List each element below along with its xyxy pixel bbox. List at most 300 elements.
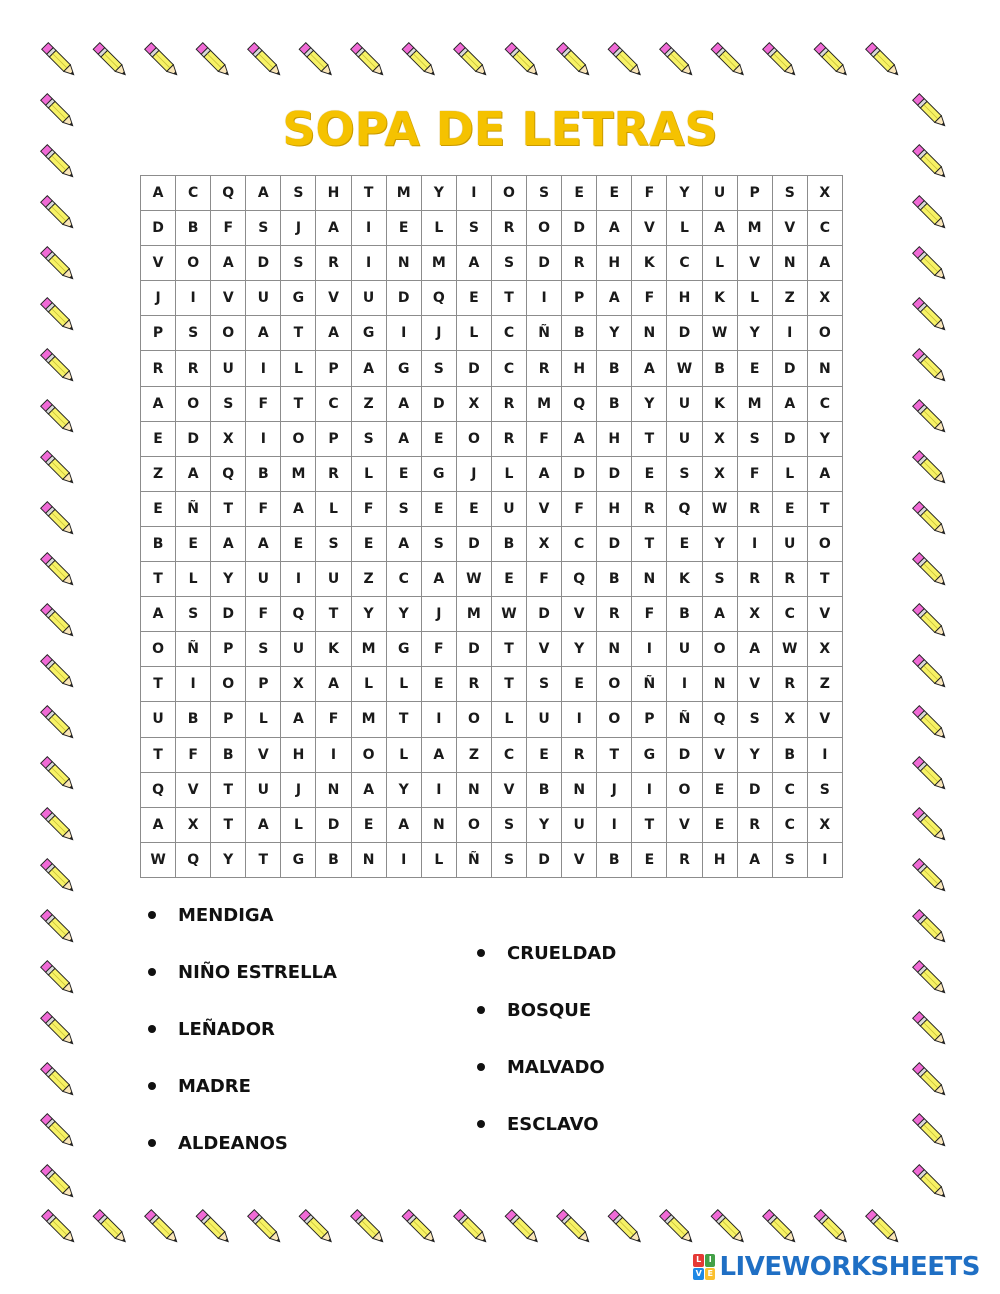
grid-cell[interactable]: A — [246, 316, 281, 351]
grid-cell[interactable]: W — [702, 316, 737, 351]
grid-cell[interactable]: L — [316, 491, 351, 526]
grid-cell[interactable]: U — [246, 772, 281, 807]
grid-cell[interactable]: U — [667, 632, 702, 667]
grid-cell[interactable]: P — [246, 667, 281, 702]
grid-cell[interactable]: O — [597, 702, 632, 737]
grid-cell[interactable]: M — [386, 176, 421, 211]
grid-cell[interactable]: Y — [737, 316, 772, 351]
grid-cell[interactable]: K — [667, 562, 702, 597]
grid-cell[interactable]: I — [772, 316, 807, 351]
grid-cell[interactable]: D — [737, 772, 772, 807]
grid-cell[interactable]: R — [491, 211, 526, 246]
grid-cell[interactable]: R — [737, 562, 772, 597]
grid-cell[interactable]: I — [246, 421, 281, 456]
grid-cell[interactable]: U — [281, 632, 316, 667]
grid-cell[interactable]: X — [702, 456, 737, 491]
grid-cell[interactable]: I — [807, 737, 842, 772]
grid-cell[interactable]: T — [141, 737, 176, 772]
grid-cell[interactable]: A — [141, 386, 176, 421]
grid-cell[interactable]: J — [281, 772, 316, 807]
grid-cell[interactable]: R — [772, 562, 807, 597]
grid-cell[interactable]: Q — [667, 491, 702, 526]
grid-cell[interactable]: O — [211, 316, 246, 351]
grid-cell[interactable]: Z — [456, 737, 491, 772]
grid-cell[interactable]: F — [246, 386, 281, 421]
grid-cell[interactable]: C — [772, 807, 807, 842]
grid-cell[interactable]: R — [527, 351, 562, 386]
grid-cell[interactable]: T — [807, 562, 842, 597]
grid-cell[interactable]: A — [386, 807, 421, 842]
grid-cell[interactable]: T — [316, 597, 351, 632]
grid-cell[interactable]: Y — [527, 807, 562, 842]
grid-cell[interactable]: H — [667, 281, 702, 316]
grid-cell[interactable]: N — [772, 246, 807, 281]
grid-cell[interactable]: L — [737, 281, 772, 316]
grid-cell[interactable]: O — [667, 772, 702, 807]
grid-cell[interactable]: F — [632, 597, 667, 632]
grid-cell[interactable]: N — [632, 562, 667, 597]
grid-cell[interactable]: S — [491, 842, 526, 877]
grid-cell[interactable]: A — [421, 562, 456, 597]
grid-cell[interactable]: Q — [562, 562, 597, 597]
grid-cell[interactable]: Q — [176, 842, 211, 877]
grid-cell[interactable]: H — [281, 737, 316, 772]
grid-cell[interactable]: L — [281, 351, 316, 386]
grid-cell[interactable]: T — [281, 386, 316, 421]
grid-cell[interactable]: B — [667, 597, 702, 632]
grid-cell[interactable]: U — [562, 807, 597, 842]
grid-cell[interactable]: D — [772, 421, 807, 456]
grid-cell[interactable]: N — [351, 842, 386, 877]
grid-cell[interactable]: I — [176, 281, 211, 316]
grid-cell[interactable]: L — [386, 667, 421, 702]
grid-cell[interactable]: F — [562, 491, 597, 526]
grid-cell[interactable]: L — [421, 842, 456, 877]
grid-cell[interactable]: U — [527, 702, 562, 737]
grid-cell[interactable]: R — [772, 667, 807, 702]
grid-cell[interactable]: K — [702, 281, 737, 316]
grid-cell[interactable]: C — [491, 316, 526, 351]
grid-cell[interactable]: I — [807, 842, 842, 877]
grid-cell[interactable]: D — [211, 597, 246, 632]
grid-cell[interactable]: V — [737, 246, 772, 281]
grid-cell[interactable]: I — [632, 772, 667, 807]
grid-cell[interactable]: B — [562, 316, 597, 351]
grid-cell[interactable]: R — [667, 842, 702, 877]
grid-cell[interactable]: M — [737, 386, 772, 421]
grid-cell[interactable]: S — [211, 386, 246, 421]
grid-cell[interactable]: K — [702, 386, 737, 421]
grid-cell[interactable]: C — [316, 386, 351, 421]
grid-cell[interactable]: C — [772, 597, 807, 632]
grid-cell[interactable]: P — [562, 281, 597, 316]
grid-cell[interactable]: P — [632, 702, 667, 737]
grid-cell[interactable]: X — [807, 176, 842, 211]
grid-cell[interactable]: O — [456, 702, 491, 737]
grid-cell[interactable]: O — [807, 316, 842, 351]
grid-cell[interactable]: D — [667, 316, 702, 351]
grid-cell[interactable]: A — [597, 211, 632, 246]
grid-cell[interactable]: A — [316, 211, 351, 246]
grid-cell[interactable]: G — [386, 632, 421, 667]
grid-cell[interactable]: Y — [597, 316, 632, 351]
grid-cell[interactable]: I — [246, 351, 281, 386]
grid-cell[interactable]: P — [316, 421, 351, 456]
grid-cell[interactable]: U — [667, 386, 702, 421]
grid-cell[interactable]: D — [456, 351, 491, 386]
grid-cell[interactable]: F — [527, 421, 562, 456]
grid-cell[interactable]: D — [246, 246, 281, 281]
grid-cell[interactable]: A — [281, 491, 316, 526]
grid-cell[interactable]: F — [351, 491, 386, 526]
grid-cell[interactable]: T — [491, 667, 526, 702]
grid-cell[interactable]: S — [316, 526, 351, 561]
grid-cell[interactable]: F — [737, 456, 772, 491]
grid-cell[interactable]: C — [807, 386, 842, 421]
grid-cell[interactable]: M — [737, 211, 772, 246]
grid-cell[interactable]: T — [632, 807, 667, 842]
grid-cell[interactable]: S — [667, 456, 702, 491]
grid-cell[interactable]: G — [281, 842, 316, 877]
grid-cell[interactable]: H — [702, 842, 737, 877]
grid-cell[interactable]: F — [632, 281, 667, 316]
grid-cell[interactable]: F — [246, 597, 281, 632]
grid-cell[interactable]: A — [632, 351, 667, 386]
grid-cell[interactable]: O — [211, 667, 246, 702]
grid-cell[interactable]: B — [772, 737, 807, 772]
grid-cell[interactable]: T — [491, 632, 526, 667]
grid-cell[interactable]: O — [351, 737, 386, 772]
grid-cell[interactable]: E — [562, 176, 597, 211]
grid-cell[interactable]: Y — [386, 597, 421, 632]
grid-cell[interactable]: T — [211, 772, 246, 807]
grid-cell[interactable]: A — [807, 246, 842, 281]
grid-cell[interactable]: I — [527, 281, 562, 316]
grid-cell[interactable]: Ñ — [176, 632, 211, 667]
grid-cell[interactable]: S — [281, 176, 316, 211]
grid-cell[interactable]: T — [211, 807, 246, 842]
grid-cell[interactable]: C — [772, 772, 807, 807]
grid-cell[interactable]: E — [386, 456, 421, 491]
grid-cell[interactable]: T — [632, 421, 667, 456]
grid-cell[interactable]: A — [281, 702, 316, 737]
grid-cell[interactable]: Y — [351, 597, 386, 632]
grid-cell[interactable]: P — [211, 632, 246, 667]
grid-cell[interactable]: C — [562, 526, 597, 561]
grid-cell[interactable]: V — [562, 842, 597, 877]
grid-cell[interactable]: L — [176, 562, 211, 597]
grid-cell[interactable]: O — [807, 526, 842, 561]
grid-cell[interactable]: L — [702, 246, 737, 281]
grid-cell[interactable]: M — [281, 456, 316, 491]
grid-cell[interactable]: X — [281, 667, 316, 702]
grid-cell[interactable]: D — [421, 386, 456, 421]
grid-cell[interactable]: Ñ — [527, 316, 562, 351]
grid-cell[interactable]: I — [351, 246, 386, 281]
grid-cell[interactable]: X — [456, 386, 491, 421]
grid-cell[interactable]: B — [597, 351, 632, 386]
grid-cell[interactable]: R — [316, 246, 351, 281]
grid-cell[interactable]: D — [597, 456, 632, 491]
grid-cell[interactable]: R — [456, 667, 491, 702]
grid-cell[interactable]: Z — [141, 456, 176, 491]
grid-cell[interactable]: R — [737, 807, 772, 842]
grid-cell[interactable]: G — [421, 456, 456, 491]
grid-cell[interactable]: R — [176, 351, 211, 386]
grid-cell[interactable]: R — [562, 737, 597, 772]
grid-cell[interactable]: A — [141, 176, 176, 211]
grid-cell[interactable]: Y — [807, 421, 842, 456]
grid-cell[interactable]: Z — [351, 386, 386, 421]
grid-cell[interactable]: X — [702, 421, 737, 456]
grid-cell[interactable]: A — [351, 351, 386, 386]
grid-cell[interactable]: A — [421, 737, 456, 772]
grid-cell[interactable]: A — [527, 456, 562, 491]
grid-cell[interactable]: K — [632, 246, 667, 281]
grid-cell[interactable]: A — [316, 667, 351, 702]
grid-cell[interactable]: E — [597, 176, 632, 211]
grid-cell[interactable]: J — [281, 211, 316, 246]
grid-cell[interactable]: S — [421, 526, 456, 561]
grid-cell[interactable]: H — [597, 491, 632, 526]
grid-cell[interactable]: Y — [737, 737, 772, 772]
grid-cell[interactable]: V — [667, 807, 702, 842]
grid-cell[interactable]: U — [246, 562, 281, 597]
grid-cell[interactable]: A — [211, 526, 246, 561]
grid-cell[interactable]: F — [316, 702, 351, 737]
grid-cell[interactable]: Q — [702, 702, 737, 737]
grid-cell[interactable]: V — [737, 667, 772, 702]
grid-cell[interactable]: E — [702, 772, 737, 807]
grid-cell[interactable]: B — [246, 456, 281, 491]
grid-cell[interactable]: B — [211, 737, 246, 772]
grid-cell[interactable]: S — [456, 211, 491, 246]
grid-cell[interactable]: I — [316, 737, 351, 772]
grid-cell[interactable]: Y — [386, 772, 421, 807]
grid-cell[interactable]: Y — [421, 176, 456, 211]
grid-cell[interactable]: E — [386, 211, 421, 246]
grid-cell[interactable]: U — [141, 702, 176, 737]
grid-cell[interactable]: T — [386, 702, 421, 737]
grid-cell[interactable]: O — [456, 807, 491, 842]
grid-cell[interactable]: Ñ — [667, 702, 702, 737]
grid-cell[interactable]: W — [456, 562, 491, 597]
grid-cell[interactable]: J — [421, 316, 456, 351]
grid-cell[interactable]: W — [702, 491, 737, 526]
grid-cell[interactable]: T — [281, 316, 316, 351]
grid-cell[interactable]: G — [386, 351, 421, 386]
grid-cell[interactable]: I — [386, 842, 421, 877]
grid-cell[interactable]: Y — [632, 386, 667, 421]
grid-cell[interactable]: P — [141, 316, 176, 351]
grid-cell[interactable]: E — [351, 807, 386, 842]
grid-cell[interactable]: B — [597, 386, 632, 421]
grid-cell[interactable]: I — [281, 562, 316, 597]
grid-cell[interactable]: A — [386, 526, 421, 561]
grid-cell[interactable]: E — [141, 491, 176, 526]
grid-cell[interactable]: I — [562, 702, 597, 737]
grid-cell[interactable]: W — [491, 597, 526, 632]
grid-cell[interactable]: B — [141, 526, 176, 561]
grid-cell[interactable]: E — [632, 456, 667, 491]
grid-cell[interactable]: D — [562, 456, 597, 491]
grid-cell[interactable]: S — [772, 176, 807, 211]
grid-cell[interactable]: A — [141, 597, 176, 632]
grid-cell[interactable]: M — [351, 632, 386, 667]
grid-cell[interactable]: E — [176, 526, 211, 561]
grid-cell[interactable]: I — [597, 807, 632, 842]
grid-cell[interactable]: D — [141, 211, 176, 246]
grid-cell[interactable]: V — [211, 281, 246, 316]
grid-cell[interactable]: T — [351, 176, 386, 211]
grid-cell[interactable]: U — [316, 562, 351, 597]
grid-cell[interactable]: U — [246, 281, 281, 316]
grid-cell[interactable]: A — [737, 632, 772, 667]
grid-cell[interactable]: S — [281, 246, 316, 281]
grid-cell[interactable]: V — [176, 772, 211, 807]
grid-cell[interactable]: X — [807, 807, 842, 842]
grid-cell[interactable]: U — [351, 281, 386, 316]
grid-cell[interactable]: N — [421, 807, 456, 842]
grid-cell[interactable]: I — [176, 667, 211, 702]
grid-cell[interactable]: I — [421, 702, 456, 737]
grid-cell[interactable]: R — [737, 491, 772, 526]
grid-cell[interactable]: E — [702, 807, 737, 842]
grid-cell[interactable]: E — [527, 737, 562, 772]
grid-cell[interactable]: F — [632, 176, 667, 211]
grid-cell[interactable]: O — [176, 246, 211, 281]
grid-cell[interactable]: L — [772, 456, 807, 491]
grid-cell[interactable]: I — [667, 667, 702, 702]
grid-cell[interactable]: E — [421, 421, 456, 456]
grid-cell[interactable]: Ñ — [632, 667, 667, 702]
grid-cell[interactable]: T — [597, 737, 632, 772]
grid-cell[interactable]: F — [246, 491, 281, 526]
grid-cell[interactable]: S — [246, 211, 281, 246]
grid-cell[interactable]: O — [702, 632, 737, 667]
grid-cell[interactable]: C — [491, 737, 526, 772]
grid-cell[interactable]: A — [456, 246, 491, 281]
grid-cell[interactable]: P — [316, 351, 351, 386]
grid-cell[interactable]: A — [702, 211, 737, 246]
grid-cell[interactable]: V — [632, 211, 667, 246]
grid-cell[interactable]: R — [316, 456, 351, 491]
grid-cell[interactable]: S — [527, 667, 562, 702]
grid-cell[interactable]: Q — [211, 176, 246, 211]
grid-cell[interactable]: S — [246, 632, 281, 667]
grid-cell[interactable]: S — [351, 421, 386, 456]
grid-cell[interactable]: Q — [421, 281, 456, 316]
grid-cell[interactable]: N — [456, 772, 491, 807]
grid-cell[interactable]: J — [141, 281, 176, 316]
grid-cell[interactable]: A — [772, 386, 807, 421]
grid-cell[interactable]: T — [491, 281, 526, 316]
grid-cell[interactable]: S — [527, 176, 562, 211]
grid-cell[interactable]: X — [176, 807, 211, 842]
grid-cell[interactable]: Q — [562, 386, 597, 421]
grid-cell[interactable]: E — [491, 562, 526, 597]
grid-cell[interactable]: U — [702, 176, 737, 211]
grid-cell[interactable]: B — [176, 211, 211, 246]
grid-cell[interactable]: I — [632, 632, 667, 667]
grid-cell[interactable]: S — [807, 772, 842, 807]
grid-cell[interactable]: D — [316, 807, 351, 842]
liveworksheets-brand[interactable] — [693, 1252, 980, 1282]
grid-cell[interactable]: U — [491, 491, 526, 526]
grid-cell[interactable]: D — [667, 737, 702, 772]
grid-cell[interactable]: E — [421, 667, 456, 702]
grid-cell[interactable]: X — [737, 597, 772, 632]
grid-cell[interactable]: H — [597, 246, 632, 281]
grid-cell[interactable]: L — [386, 737, 421, 772]
grid-cell[interactable]: A — [141, 807, 176, 842]
grid-cell[interactable]: N — [702, 667, 737, 702]
grid-cell[interactable]: Q — [281, 597, 316, 632]
grid-cell[interactable]: E — [421, 491, 456, 526]
grid-cell[interactable]: S — [176, 597, 211, 632]
grid-cell[interactable]: B — [597, 842, 632, 877]
grid-cell[interactable]: A — [597, 281, 632, 316]
grid-cell[interactable]: L — [351, 456, 386, 491]
grid-cell[interactable]: S — [702, 562, 737, 597]
grid-cell[interactable]: C — [491, 351, 526, 386]
grid-cell[interactable]: A — [386, 386, 421, 421]
grid-cell[interactable]: U — [772, 526, 807, 561]
grid-cell[interactable]: C — [386, 562, 421, 597]
grid-cell[interactable]: B — [527, 772, 562, 807]
grid-cell[interactable]: R — [491, 386, 526, 421]
grid-cell[interactable]: Ñ — [456, 842, 491, 877]
grid-cell[interactable]: E — [562, 667, 597, 702]
grid-cell[interactable]: D — [456, 632, 491, 667]
grid-cell[interactable]: L — [246, 702, 281, 737]
grid-cell[interactable]: I — [456, 176, 491, 211]
grid-cell[interactable]: V — [702, 737, 737, 772]
grid-cell[interactable]: E — [772, 491, 807, 526]
grid-cell[interactable]: O — [527, 211, 562, 246]
grid-cell[interactable]: D — [527, 597, 562, 632]
grid-cell[interactable]: O — [281, 421, 316, 456]
grid-cell[interactable]: Y — [702, 526, 737, 561]
grid-cell[interactable]: R — [491, 421, 526, 456]
grid-cell[interactable]: S — [491, 246, 526, 281]
grid-cell[interactable]: P — [737, 176, 772, 211]
grid-cell[interactable]: E — [456, 281, 491, 316]
grid-cell[interactable]: S — [491, 807, 526, 842]
grid-cell[interactable]: X — [211, 421, 246, 456]
grid-cell[interactable]: V — [562, 597, 597, 632]
grid-cell[interactable]: O — [141, 632, 176, 667]
grid-cell[interactable]: T — [246, 842, 281, 877]
grid-cell[interactable]: V — [316, 281, 351, 316]
grid-cell[interactable]: U — [211, 351, 246, 386]
grid-cell[interactable]: Y — [211, 842, 246, 877]
grid-cell[interactable]: Y — [667, 176, 702, 211]
grid-cell[interactable]: I — [737, 526, 772, 561]
grid-cell[interactable]: O — [176, 386, 211, 421]
grid-cell[interactable]: V — [807, 702, 842, 737]
grid-cell[interactable]: R — [632, 491, 667, 526]
grid-cell[interactable]: B — [491, 526, 526, 561]
grid-cell[interactable]: Y — [562, 632, 597, 667]
grid-cell[interactable]: A — [176, 456, 211, 491]
grid-cell[interactable]: N — [807, 351, 842, 386]
grid-cell[interactable]: D — [176, 421, 211, 456]
grid-cell[interactable]: A — [562, 421, 597, 456]
grid-cell[interactable]: A — [246, 176, 281, 211]
grid-cell[interactable]: E — [667, 526, 702, 561]
grid-cell[interactable]: M — [351, 702, 386, 737]
